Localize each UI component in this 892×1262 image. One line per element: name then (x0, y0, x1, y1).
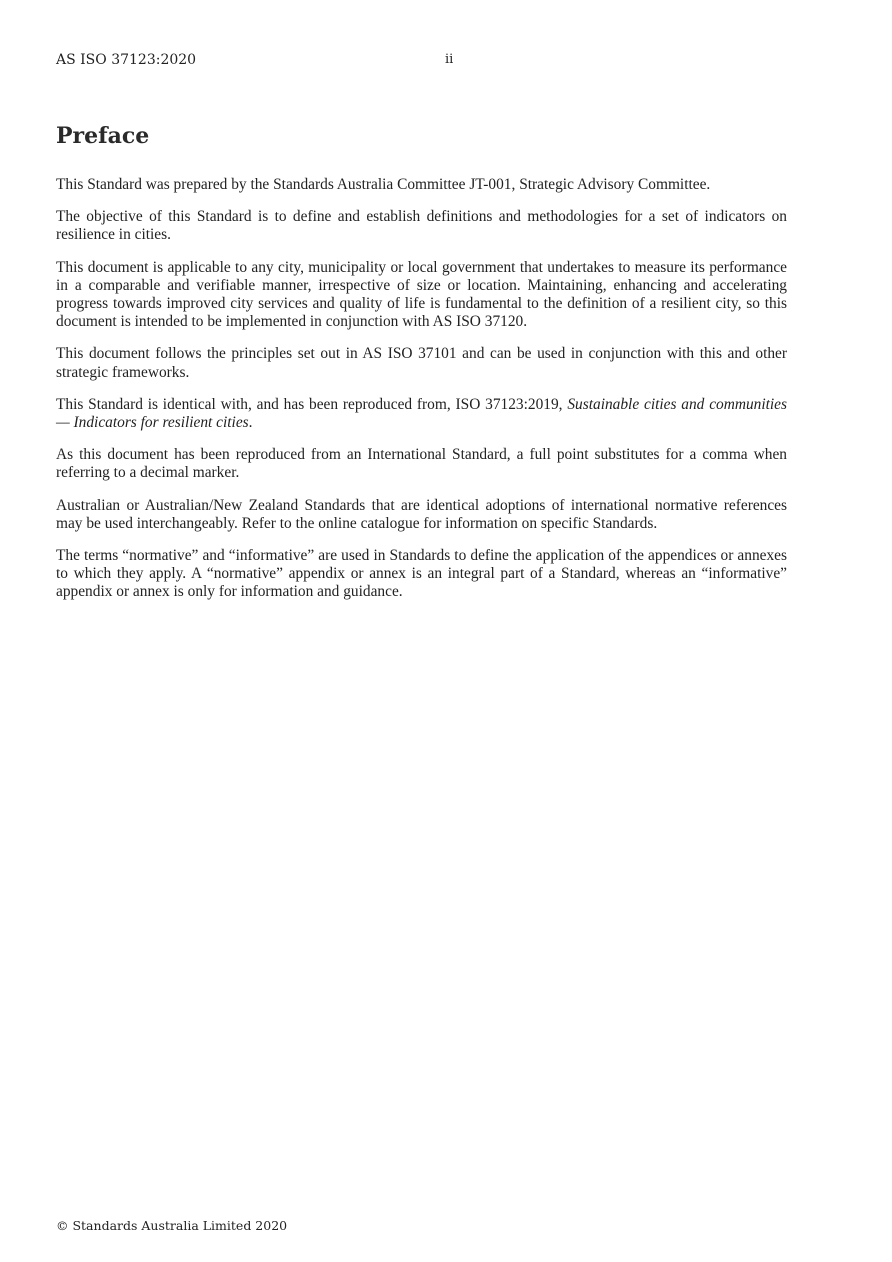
paragraph-decimal-marker: As this document has been reproduced from an International Standard, a full point substitutes for a comma when referring to a decimal marker. (56, 446, 787, 482)
identical-suffix: . (248, 414, 253, 432)
paragraph-objective: The objective of this Standard is to define and establish definitions and methodologies for a set of indicators on resilience in cities. (56, 208, 787, 244)
page-header (56, 52, 787, 72)
page-title: Preface (56, 123, 150, 149)
paragraph-committee: This Standard was prepared by the Standards Australia Committee JT-001, Strategic Advisory Committee. (56, 176, 711, 193)
copyright-footer: © Standards Australia Limited 2020 (56, 1218, 288, 1233)
preface-body (56, 176, 787, 616)
page-number: ii (445, 52, 454, 67)
paragraph-identical-source (56, 396, 787, 432)
source-standard-title: Sustainable cities and communities — Indicators for resilient cities (56, 395, 787, 432)
paragraph-normative-informative: The terms “normative” and “informative” are used in Standards to define the application of the appendices or annexes to which they apply. A “normative” appendix or annex is an integral part of a Standard, whereas an “informative” appendix or annex is only for information and guidance. (56, 547, 787, 601)
paragraph-applicability: This document is applicable to any city, municipality or local government that undertakes to measure its performance in a comparable and verifiable manner, irrespective of size or location. Maintaining, enhancing and accelerating progress towards improved city services and quality of life is fundamental to the definition of a resilient city, so this document is intended to be implemented in conjunction with AS ISO 37120. (56, 258, 787, 331)
document-identifier: AS ISO 37123:2020 (56, 52, 197, 68)
identical-prefix: This Standard is identical with, and has been reproduced from, ISO 37123:2019, (56, 395, 568, 413)
paragraph-principles: This document follows the principles set out in AS ISO 37101 and can be used in conjunction with this and other strategic frameworks. (56, 345, 787, 381)
paragraph-normative-references: Australian or Australian/New Zealand Standards that are identical adoptions of international normative references may be used interchangeably. Refer to the online catalogue for information on specific Standards. (56, 496, 787, 532)
